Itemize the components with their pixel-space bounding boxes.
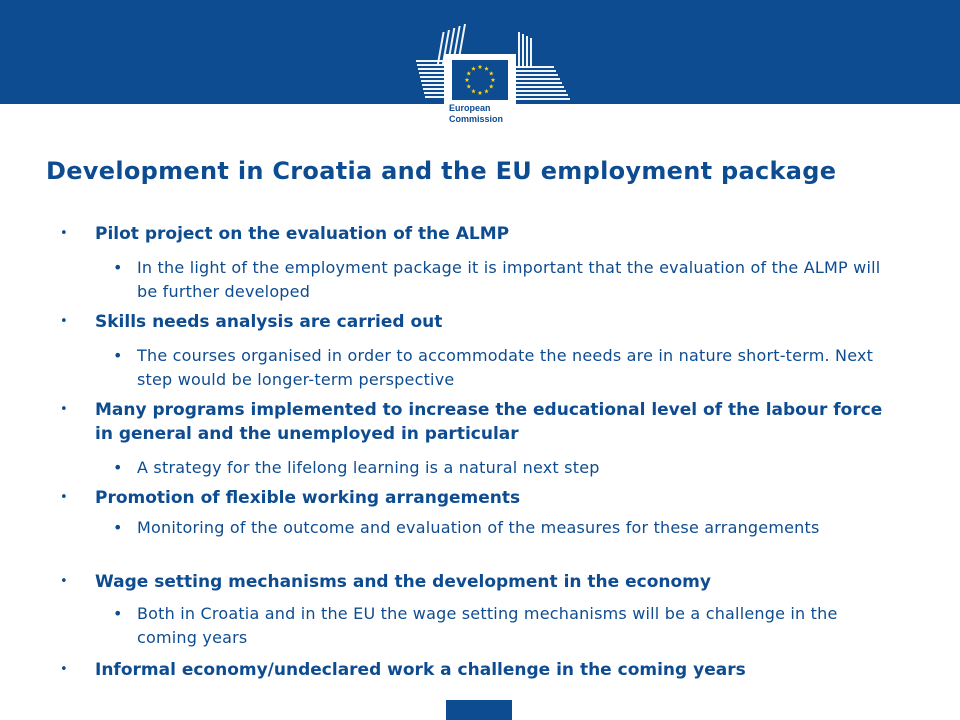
bullet-text: Wage setting mechanisms and the development in the economy (95, 572, 711, 592)
bullet-marker: • (60, 662, 68, 677)
sub-bullet-marker: • (113, 258, 123, 277)
bullet-item-4 (60, 486, 895, 510)
bullet-item-5 (60, 570, 895, 594)
sub-bullet-5-1 (113, 602, 897, 650)
bullet-text: Many programs implemented to increase the educational level of the labour force in general and the unemployed in particular (95, 400, 883, 444)
sub-bullet-4-1 (113, 516, 897, 540)
sub-bullet-2-1 (113, 344, 897, 392)
bullet-marker: • (60, 574, 68, 589)
sub-bullet-text: Both in Croatia and in the EU the wage setting mechanisms will be a challenge in the coming years (137, 604, 838, 647)
bullet-text: Pilot project on the evaluation of the ALMP (95, 224, 510, 244)
bullet-marker: • (60, 314, 68, 329)
bullet-text: Promotion of flexible working arrangements (95, 488, 521, 508)
bullet-text: Skills needs analysis are carried out (95, 312, 443, 332)
sub-bullet-3-1 (113, 456, 897, 480)
bullet-marker: • (60, 402, 68, 417)
sub-bullet-text: Monitoring of the outcome and evaluation of the measures for these arrangements (137, 518, 820, 537)
sub-bullet-marker: • (113, 604, 123, 623)
logo-caption-line1: European (449, 103, 491, 113)
bullet-item-3 (60, 398, 895, 446)
sub-bullet-text: A strategy for the lifelong learning is a natural next step (137, 458, 600, 477)
slide-title: Development in Croatia and the EU employment package (46, 157, 837, 185)
footer-tab (446, 700, 512, 720)
bullet-item-2 (60, 310, 895, 334)
bullet-text: Informal economy/undeclared work a challenge in the coming years (95, 660, 746, 680)
bullet-marker: • (60, 226, 68, 241)
sub-bullet-1-1 (113, 256, 897, 304)
bullet-item-6 (60, 658, 895, 682)
sub-bullet-text: The courses organised in order to accommodate the needs are in nature short-term. Next step would be longer-term perspective (137, 346, 874, 389)
sub-bullet-text: In the light of the employment package it is important that the evaluation of the ALMP will be further developed (137, 258, 881, 301)
bullet-marker: • (60, 490, 68, 505)
sub-bullet-marker: • (113, 518, 123, 537)
bullet-item-1 (60, 222, 895, 246)
logo-caption-line2: Commission (449, 114, 504, 124)
sub-bullet-marker: • (113, 458, 123, 477)
sub-bullet-marker: • (113, 346, 123, 365)
